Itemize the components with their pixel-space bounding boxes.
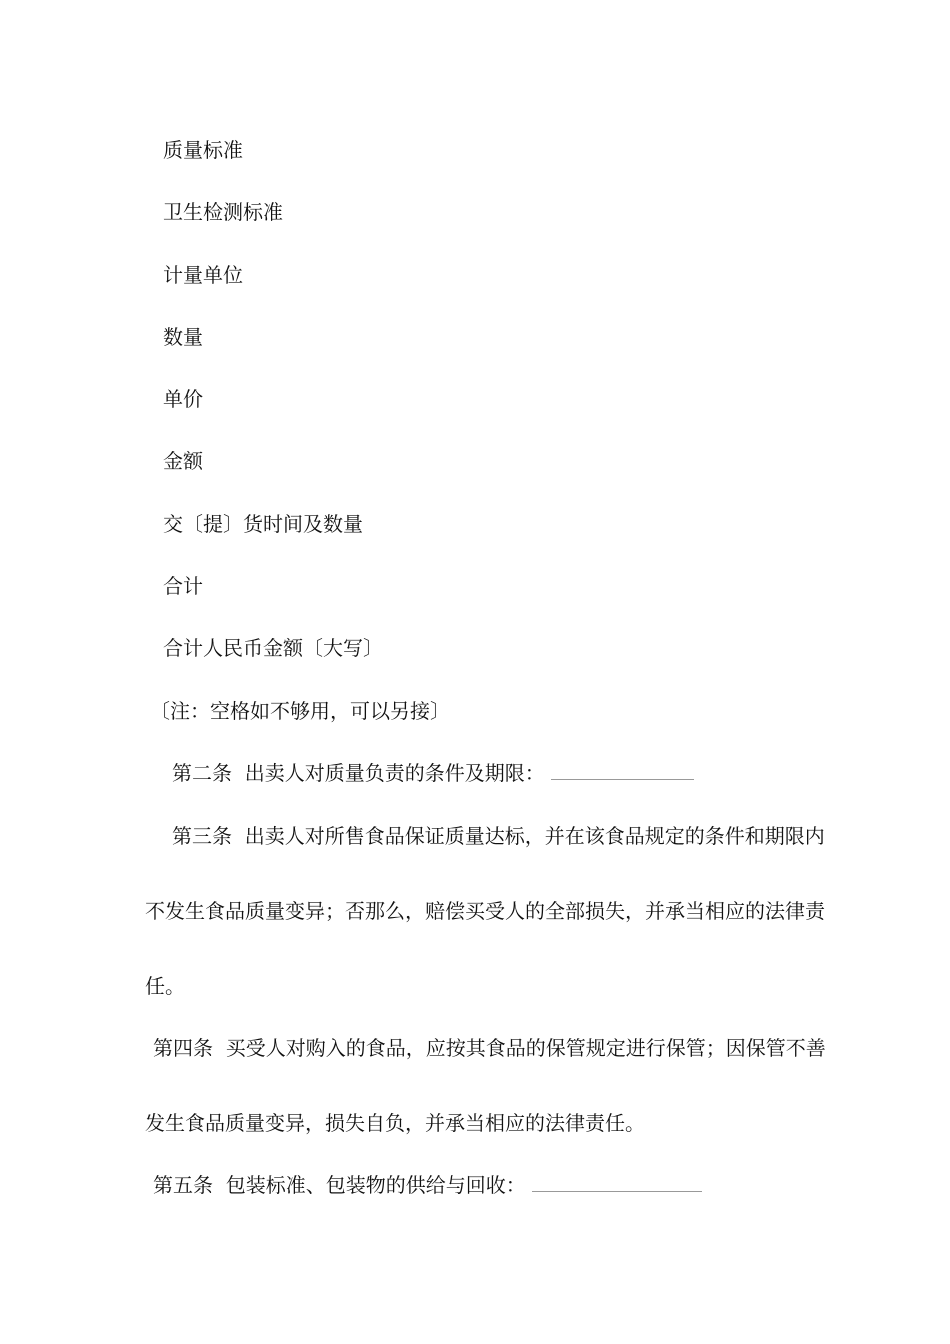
article-3-line-1	[172, 822, 825, 850]
article-2	[172, 759, 694, 787]
article-4-label: 第四条	[153, 1036, 213, 1060]
article-5-label: 第五条	[153, 1173, 213, 1197]
item-unit: 计量单位	[163, 263, 243, 287]
item-quality-standard: 质量标准	[163, 138, 243, 162]
item-amount: 金额	[163, 449, 203, 473]
item-delivery-time: 交〔提〕货时间及数量	[163, 512, 363, 536]
article-5-blank-field[interactable]	[532, 1173, 702, 1192]
article-2-label: 第二条	[172, 761, 232, 785]
item-total-rmb: 合计人民币金额〔大写〕	[163, 636, 383, 660]
article-5-text: 包装标准、包装物的供给与回收：	[225, 1173, 526, 1197]
item-quantity: 数量	[163, 325, 203, 349]
item-unit-price: 单价	[163, 387, 203, 411]
article-4-line-1	[153, 1034, 826, 1062]
article-2-blank-field[interactable]	[551, 761, 694, 780]
article-3-label: 第三条	[172, 824, 232, 848]
article-3-line-2: 不发生食品质量变异；否那么，赔偿买受人的全部损失，并承当相应的法律责	[145, 899, 825, 923]
article-3-line-3: 任。	[145, 974, 185, 998]
note: 〔注：空格如不够用，可以另接〕	[150, 699, 450, 723]
item-total: 合计	[163, 574, 203, 598]
item-hygiene-standard: 卫生检测标准	[163, 200, 283, 224]
article-4-line-2: 发生食品质量变异，损失自负，并承当相应的法律责任。	[145, 1111, 645, 1135]
article-4-text-1: 买受人对购入的食品，应按其食品的保管规定进行保管；因保管不善	[225, 1036, 826, 1060]
article-3-text-1: 出卖人对所售食品保证质量达标，并在该食品规定的条件和期限内	[244, 824, 825, 848]
article-2-text: 出卖人对质量负责的条件及期限：	[244, 761, 545, 785]
article-5	[153, 1171, 702, 1199]
